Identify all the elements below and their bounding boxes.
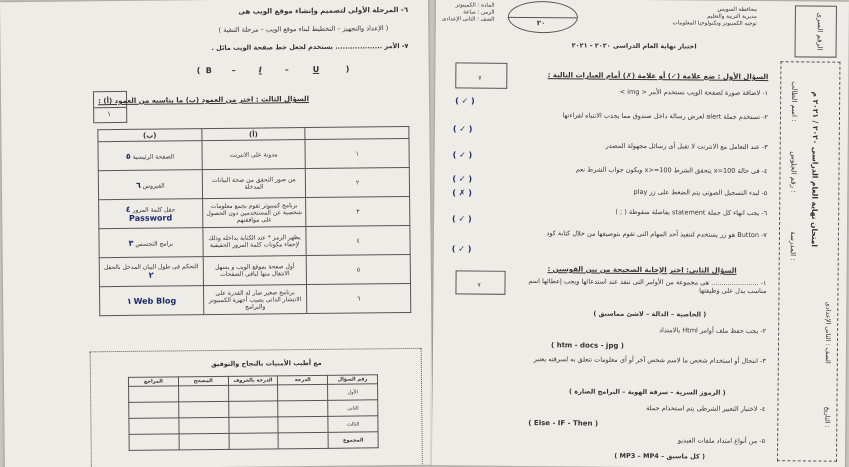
header-right: محافظة السويس مديرية التربية والتعليم توجيه الكمبيوتر وتكنولوجيا المعلومات xyxy=(672,6,757,27)
table-row xyxy=(98,138,409,170)
table-row xyxy=(98,167,409,199)
col-a-header: (أ) xyxy=(202,128,306,141)
q2-item-5-options: ( كل ماسبق – MP3 – MP4 ) xyxy=(614,451,706,461)
answer-mark: ( ✓ ) xyxy=(451,244,472,254)
q1-score-box: ٧ xyxy=(455,62,507,88)
exam-page-1 xyxy=(432,0,849,467)
col-a-cell: أول صفحة بموقع الويب و يسهل الانتقال منها لباقى الصفحات xyxy=(203,256,307,286)
q1-item-2: ٢- تستخدم جملة alert لعرض رسالة داخل صندوق مما يجذب الانتباه لقراءتها xyxy=(562,111,769,122)
secret-number-box: الرقم السرى xyxy=(795,5,837,57)
q3-title: السؤال الثالث : اختر من العمود (ب) ما يناسبه من العمود (أ) : xyxy=(98,95,310,106)
table-row: الأول xyxy=(129,384,378,403)
answer-mark: ٦ xyxy=(135,180,141,190)
row-number: ٦ xyxy=(307,283,411,313)
answer-mark: ٥ xyxy=(125,151,131,161)
q2-score-box: ٧ xyxy=(455,270,505,294)
table-row: الثانى xyxy=(129,400,378,419)
table-row xyxy=(99,196,410,228)
q7-option-u: U xyxy=(312,64,320,74)
q3-score-box: ١ xyxy=(93,91,127,123)
school-label: المدرسة : xyxy=(788,231,797,261)
q1-item-1: ١- لاضافة صورة لصفحة الويب نستخدم الأمر < img > xyxy=(619,87,769,98)
row-number: ١ xyxy=(305,138,409,168)
q2-item-4: ٤- لاختبار التعبير الشرطى يتم استخدام جملة xyxy=(646,404,766,414)
exam-page-2: ٦- المرحلة الأولى لتصميم وإنشاء موقع الويب هى ( الإعداد والتجهيز – التخطيط لبناء موقع الويب – مرحلة التنقية ) ٧- الأمر ................... يستخدم لجعل خط صفحة الويب مائل . ( B – I – U ) السؤال الثالث : اختر من العمود (ب) ما يناسبه من العمود (أ) : ١ (ب) (أ) الصفحة الرئيسية ٥ مدونة على الانترنت ١ الفيروس ٦ من صور التحقق من صحة البيانات المدخلة ٢ حقل كلمة المرور ٤ Password برنامج كمبيوتر تقوم بجمع معلومات شخصية عن المستخدمين دون الحصول على موافقتهم ٣ برامج التجسس ٣ يظهر الرمز * عند الكتابة بداخله وذلك لإخفاء مكونات كلمة المرور الحقيقية ٤ التحكم فى طول البيان المدخل بالحقل ٢ أول صفحة بموقع الويب و يسهل الانتقال منها لباقى الصفحات ٥ Web Blog ١ برنامج صغير ضار له القدرة على الانتشار الذاتى يصيب أجهزة الكمبيوتر والبرامج ٦ مع أطيب الأمنيات بالنجاح والتوفيق المراجع المصحح الدرجة بالحروف الدرجة رقم السؤال الأول الثانى الثالث المجموع xyxy=(0,0,433,467)
q1-title: السؤال الأول : ضع علامة (✓) أو علامة (✗) أمام العبارات التالية : xyxy=(547,71,769,82)
row-number: ٢ xyxy=(306,167,410,197)
q2-item-4-options: ( Else - IF - Then ) xyxy=(528,419,599,428)
exam-title: اختبار نهاية العام الدراسى ٢٠٢٠ - ٢٠٢١ xyxy=(571,41,697,51)
row-number: ٥ xyxy=(306,254,410,284)
col-b-cell: الصفحة الرئيسية xyxy=(132,152,175,161)
table-row xyxy=(99,254,410,286)
answer-mark: ( ✓ ) xyxy=(452,124,473,134)
q2-item-1: ١- ....................... هى مجموعة من الأوامر التى تنفذ عند استدعائها ويجب إعطائها اسم مناسب يدل على وظيفتها xyxy=(528,277,767,296)
table-row xyxy=(99,283,410,315)
q1-item-7: ٧- Button هو زر يستخدم لتنفيذ أحد المهام التى تقوم بتوصيفها من خلال كتابة كود xyxy=(546,229,767,240)
student-info-strip xyxy=(777,61,840,462)
col-a-cell: برنامج كمبيوتر تقوم بجمع معلومات شخصية عن المستخدمين دون الحصول على موافقتهم xyxy=(202,198,306,228)
q7-option-b: B xyxy=(205,66,212,76)
wish-text: مع أطيب الأمنيات بالنجاح والتوفيق xyxy=(211,358,322,369)
answer-mark: ( ✗ ) xyxy=(452,188,472,198)
q7-opt-b: ( xyxy=(196,66,201,76)
q2-item-5: ٥- من أنواع امتداد ملفات الفيديو xyxy=(677,436,766,446)
q1-item-3: ٣- عند التعامل مع الانترنت لا تقبل أى رسائل مجهولة المصدر xyxy=(605,141,768,152)
q2-item-3-options: ( الرموز السرية – سرقة الهوية – البرامج الضارة ) xyxy=(569,387,726,397)
total-score-oval: ٢٠ xyxy=(508,1,578,34)
q2-item-3: ٣- انتحال أو استخدام شخص ما لاسم شخص آخر أو أى معلومات تتعلق به لسرقته يعتبر xyxy=(533,355,766,366)
row-number: ٤ xyxy=(306,225,410,255)
col-a-cell: مدونة على الانترنت xyxy=(202,140,306,170)
table-row xyxy=(99,225,410,257)
answer-mark: ١ xyxy=(126,296,132,306)
answer-mark: ٤ xyxy=(125,204,131,214)
q6-options: ( الإعداد والتجهيز – التخطيط لبناء موقع الويب – مرحلة التنقية ) xyxy=(218,24,389,34)
handwritten-answer: Web Blog xyxy=(133,295,177,306)
q2-item-2: ٢- يجب حفظ ملف أوامر Html بالامتداد xyxy=(659,326,767,336)
seat-number-label: رقم الجلوس : xyxy=(789,151,798,193)
table-row: المجموع xyxy=(129,432,378,451)
col-a-cell: يظهر الرمز * عند الكتابة بداخله وذلك لإخفاء مكونات كلمة المرور الحقيقية xyxy=(203,227,307,257)
col-a-cell: برنامج صغير ضار له القدرة على الانتشار الذاتى يصيب أجهزة الكمبيوتر والبرامج xyxy=(203,285,307,315)
col-a-cell: من صور التحقق من صحة البيانات المدخلة xyxy=(202,169,306,199)
answer-mark: ( ✓ ) xyxy=(452,174,473,184)
col-b-cell: الفيروس xyxy=(142,182,165,190)
q7-title: ٧- الأمر ................... يستخدم لجعل خط صفحة الويب مائل . xyxy=(211,41,409,53)
answer-mark: ( ✓ ) xyxy=(452,150,473,160)
matching-table xyxy=(97,126,411,316)
col-b-cell: التحكم فى طول البيان المدخل بالحقل xyxy=(103,263,199,272)
answer-mark: ٣ xyxy=(128,238,134,248)
answer-mark: ( ✓ ) xyxy=(455,96,475,106)
student-name-label: اسم الطالب : xyxy=(789,81,799,122)
row-number: ٣ xyxy=(306,196,410,226)
q2-item-1-options: ( الخاصية – الدالة – لاشئ مماسبق ) xyxy=(593,309,707,319)
q1-item-6: ٦- يجب انهاء كل جملة statement بفاصلة منقوطة ( ; ) xyxy=(615,207,768,218)
handwritten-answer: Password xyxy=(128,213,173,223)
q1-item-4: ٤- فى حالة x=100 يتحقق الشرط x>=100 ويكون جواب الشرط نعم xyxy=(575,165,768,176)
q2-item-2-options: ( htm - docs - jpg ) xyxy=(550,341,625,350)
side-grade: الصف : الثانى الإعدادى xyxy=(823,301,833,364)
grade-table: المراجع المصحح الدرجة بالحروف الدرجة رقم السؤال الأول الثانى الثالث المجموع xyxy=(128,374,379,451)
q2-title: السؤال الثانى: اختر الإجابة الصحيحة من بين القوسين : xyxy=(547,265,737,275)
answer-mark: ٢ xyxy=(148,270,154,280)
q1-item-5: ٥- لبدء التسجيل الصوتى يتم الضغط على زر play xyxy=(633,187,768,198)
col-b-cell: حقل كلمة المرور xyxy=(132,206,176,214)
table-row: الثالث xyxy=(129,416,378,435)
header-mid: المادة : الكمبيوتر الزمن : ساعة الصف : الثانى الإعدادى xyxy=(441,2,495,23)
answer-mark: ( ✓ ) xyxy=(452,214,472,224)
side-date: التاريخ : xyxy=(823,406,832,428)
q6-title: ٦- المرحلة الأولى لتصميم وإنشاء موقع الويب هى xyxy=(238,5,409,16)
col-b-header: (ب) xyxy=(98,129,202,142)
side-exam-title: امتحان نهاية العام الدراسى ٢٠٢٠ / ٢٠٢١ م xyxy=(809,91,821,248)
col-b-cell: برامج التجسس xyxy=(135,239,174,248)
q7-option-i: I xyxy=(258,65,262,75)
